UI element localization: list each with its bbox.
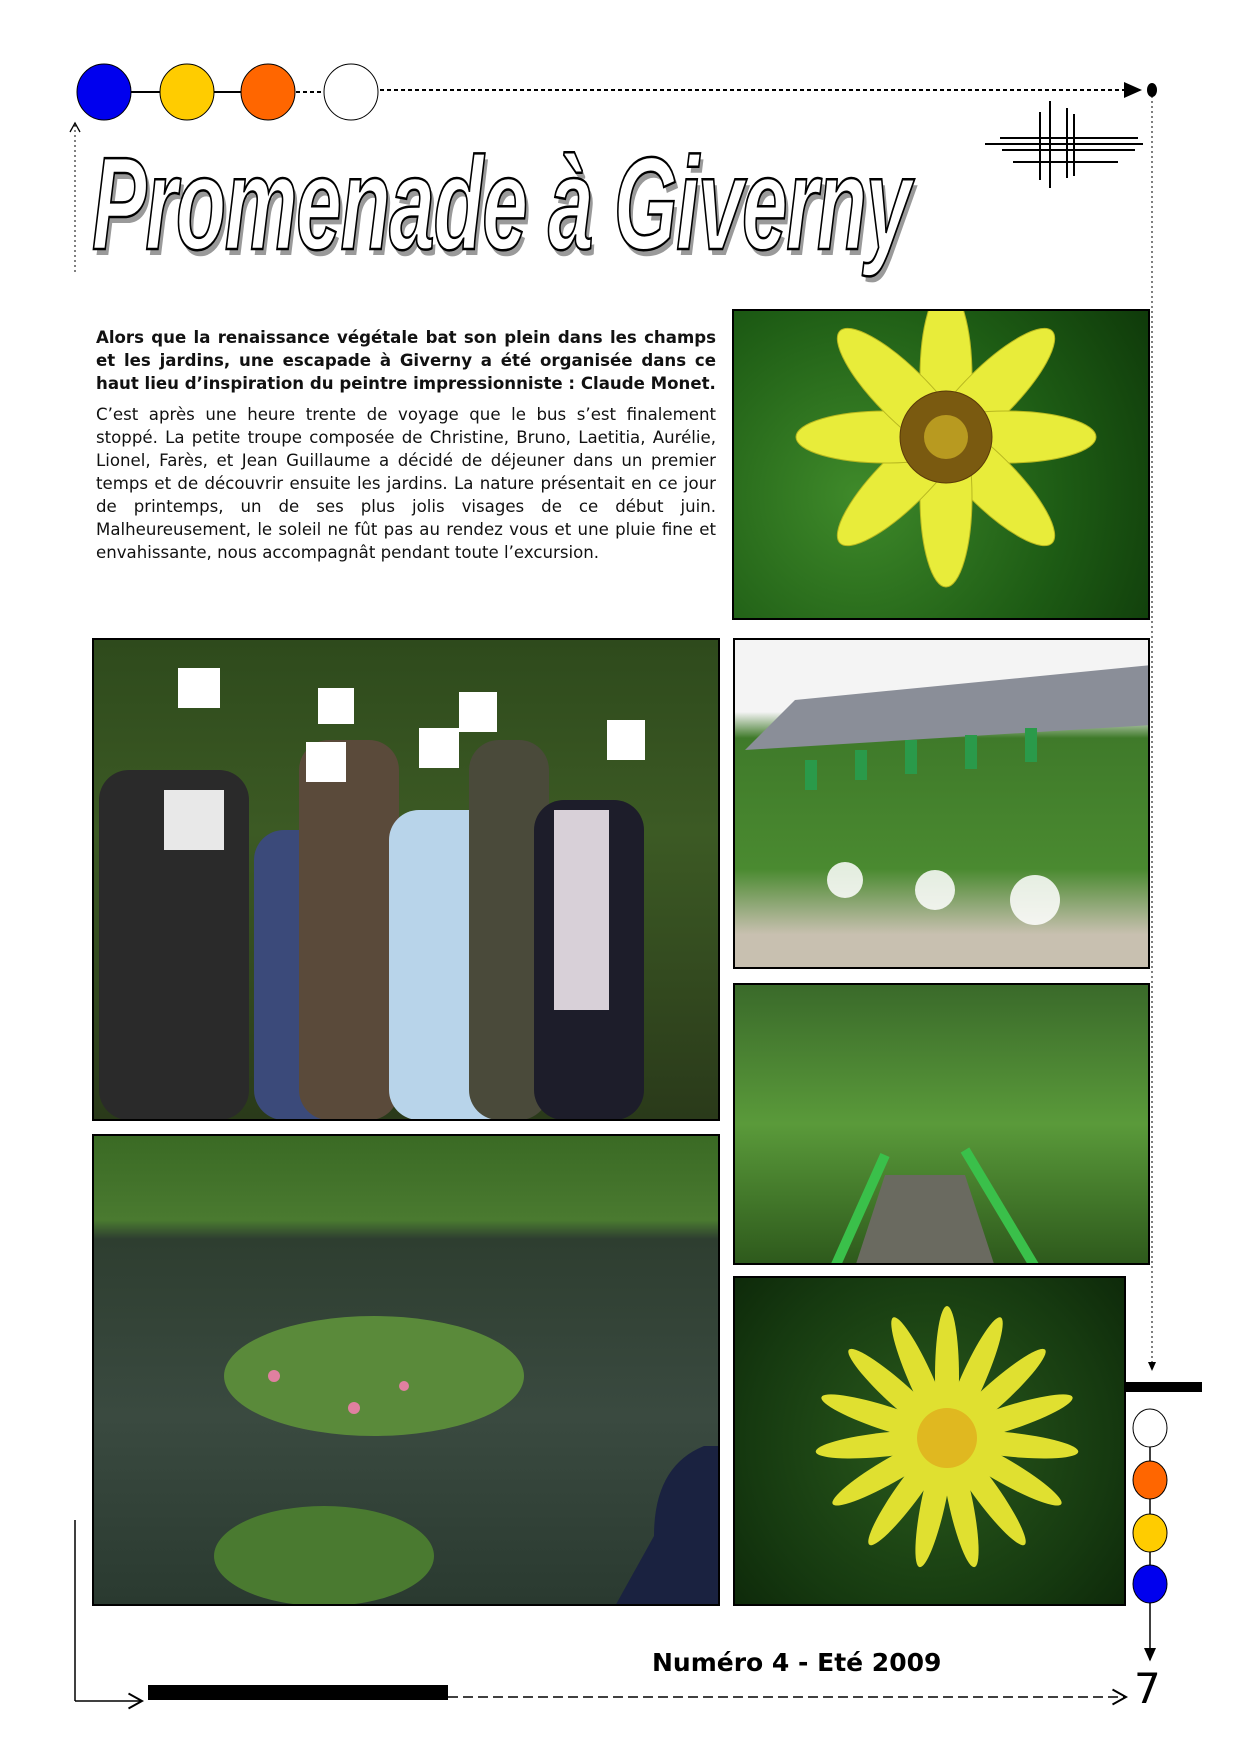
group-photo xyxy=(92,638,720,1121)
article-lead: Alors que la renaissance végétale bat son plein dans les champs et les jardins, une escapade à Giverny a été organisée dans ce haut lieu d’inspiration du peintre impressionniste : Claude Monet. xyxy=(96,328,716,393)
article-body: C’est après une heure trente de voyage que le bus s’est finalement stoppé. La petite troupe composée de Christine, Bruno, Laetitia, Aurélie, Lionel, Farès, et Jean Guillaume a décidé de déjeuner dans un premier temps et de découvrir ensuite les jardins. La nature présentait en ce jour de printemps, un de ses plus jolis visages de ce début juin. Malheureusement, le soleil ne fût pas au rendez vous et une pluie fine et envahissante, nous accompagnât pendant toute l’excursion. xyxy=(96,405,716,562)
monet-house-photo xyxy=(733,638,1150,969)
water-lily-pond-photo xyxy=(92,1134,720,1606)
crosshatch-icon xyxy=(985,101,1143,188)
yellow-daisy-photo xyxy=(733,1276,1126,1606)
white-circle xyxy=(324,64,378,120)
yellow-circle xyxy=(160,64,214,120)
blue-circle xyxy=(77,64,131,120)
issue-label: Numéro 4 - Eté 2009 xyxy=(652,1648,942,1677)
page-number: 7 xyxy=(1134,1664,1161,1713)
japanese-bridge-photo xyxy=(733,983,1150,1265)
article-text xyxy=(96,326,716,572)
yellow-dahlia-photo xyxy=(732,309,1150,620)
orange-circle xyxy=(241,64,295,120)
page-title: Promenade à Giverny xyxy=(92,130,910,277)
